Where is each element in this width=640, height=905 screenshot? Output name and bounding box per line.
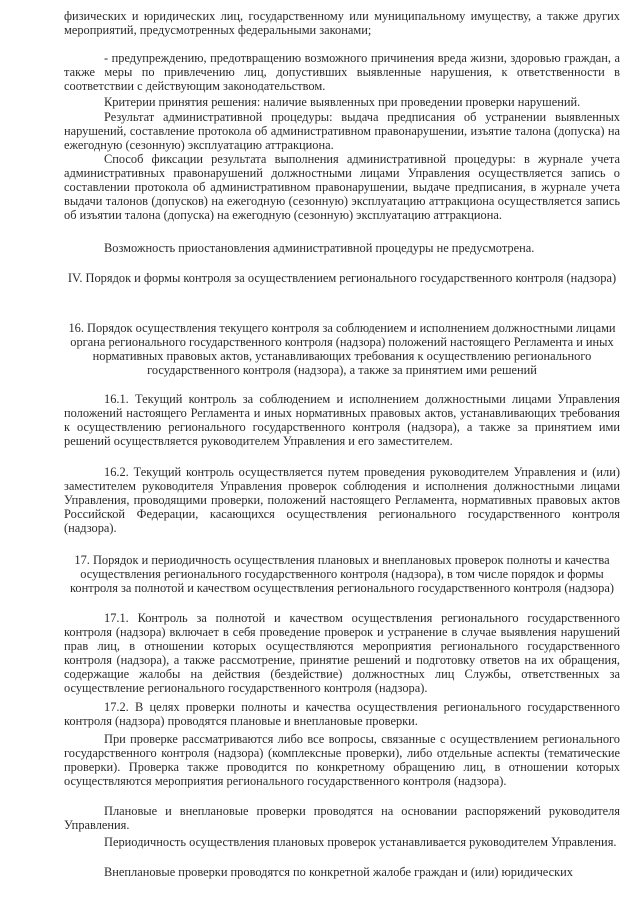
paragraph: 16.1. Текущий контроль за соблюдением и исполнением должностными лицами Управления положений настоящего Регламента и иных нормативных правовых актов, устанавливающих требования к осуществлению регионального государственного контроля (надзора), а также за принятием ими решений осуществляется руководителем Управления и его заместителем.: [64, 392, 620, 448]
paragraph: Периодичность осуществления плановых проверок устанавливается руководителем Управления.: [104, 835, 617, 849]
section-title: IV. Порядок и формы контроля за осуществлением регионального государственного контроля (надзора): [67, 271, 617, 285]
paragraph: 17.2. В целях проверки полноты и качества осуществления регионального государственного контроля (надзора) проводятся плановые и внеплановые проверки.: [64, 700, 620, 728]
paragraph: 16.2. Текущий контроль осуществляется путем проведения руководителем Управления и (или) заместителем руководителя Управления проверок соблюдения и исполнения должностными лицами Управления, проводящими проверки, положений настоящего Регламента, нормативных правовых актов Российской Федерации, касающихся осуществления регионального государственного контроля (надзора).: [64, 465, 620, 535]
subsection-heading: 16. Порядок осуществления текущего контроля за соблюдением и исполнением должностными лицами органа регионального государственного контроля (надзора) положений настоящего Регламента и иных нормативных правовых актов, устанавливающих требования к осуществлению регионального государственного контроля (надзора), а также за принятием ими решений: [68, 321, 616, 377]
paragraph: - предупреждению, предотвращению возможного причинения вреда жизни, здоровью граждан, а также меры по привлечению лиц, допустивших выявленные нарушения, к ответственности в соответствии с действующим законодательством.: [64, 51, 620, 93]
subsection-heading: 17. Порядок и периодичность осуществления плановых и внеплановых проверок полноты и качества осуществления регионального государственного контроля (надзора), в том числе порядок и формы контроля за полнотой и качеством осуществления регионального государственного контроля (надзора): [70, 553, 614, 595]
paragraph: При проверке рассматриваются либо все вопросы, связанные с осуществлением регионального государственного контроля (надзора) (комплексные проверки), либо отдельные аспекты (тематические проверки). Проверка также проводится по конкретному обращению лиц, в отношении которых осуществляются мероприятия регионального государственного контроля (надзора).: [64, 732, 620, 788]
paragraph: физических и юридических лиц, государственному или муниципальному имуществу, а также других мероприятий, предусмотренных федеральными законами;: [64, 9, 620, 37]
paragraph: Критерии принятия решения: наличие выявленных при проведении проверки нарушений.: [104, 95, 581, 109]
paragraph: Результат административной процедуры: выдача предписания об устранении выявленных нарушений, составление протокола об административном правонарушении, изъятие талона (допуска) на ежегодную (сезонную) эксплуатацию аттракциона.: [64, 110, 620, 152]
paragraph: Возможность приостановления административной процедуры не предусмотрена.: [104, 241, 535, 255]
paragraph: Способ фиксации результата выполнения административной процедуры: в журнале учета административных правонарушений должностными лицами Управления осуществляется запись о составлении протокола об административном правонарушении, выдаче предписания, в журнале учета выдачи талонов (допусков) на ежегодную (сезонную) эксплуатацию аттракциона осуществляется запись об изъятии талона (допуска) на ежегодную (сезонную) эксплуатацию аттракциона.: [64, 152, 620, 222]
paragraph: 17.1. Контроль за полнотой и качеством осуществления регионального государственного контроля (надзора) включает в себя проведение проверок и устранение в случае выявления нарушений прав лиц, в отношении которых осуществляются мероприятия регионального государственного контроля (надзора), а также рассмотрение, принятие решений и подготовку ответов на их обращения, содержащие жалобы на действия (бездействие) должностных лиц Службы, ответственных за осуществление регионального государственного контроля (надзора).: [64, 611, 620, 695]
paragraph: Плановые и внеплановые проверки проводятся на основании распоряжений руководителя Управления.: [64, 804, 620, 832]
paragraph: Внеплановые проверки проводятся по конкретной жалобе граждан и (или) юридических: [104, 865, 573, 879]
